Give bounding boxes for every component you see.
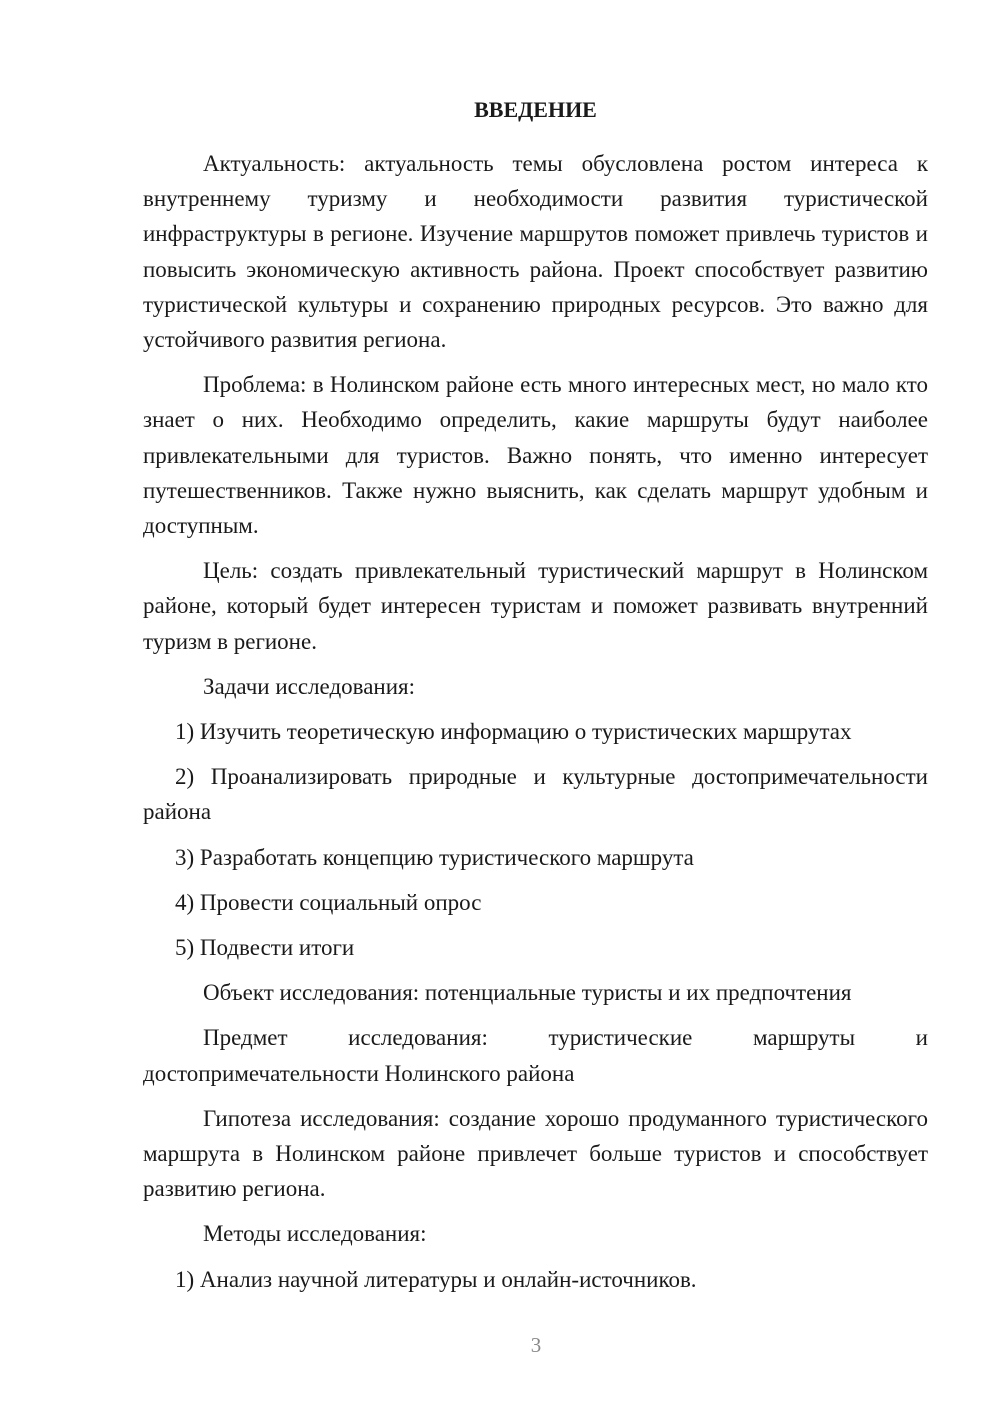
- tasks-heading: Задачи исследования:: [203, 673, 416, 699]
- problem-paragraph: Проблема: в Нолинском районе есть много интересных мест, но мало кто знает о них. Необходимо определить, какие маршруты будут наиболее привлекательными для туристов. Важно понять, что именно интересует путешественников. Также нужно выяснить, как сделать маршрут удобным и доступным.: [143, 372, 928, 539]
- relevance-paragraph: Актуальность: актуальность темы обусловлена ростом интереса к внутреннему туризму и необходимости развития туристической инфраструктуры в регионе. Изучение маршрутов поможет привлечь туристов и повысить экономическую активность района. Проект способствует развитию туристической культуры и сохранению природных ресурсов. Это важно для устойчивого развития региона.: [143, 151, 928, 353]
- object-paragraph: Объект исследования: потенциальные туристы и их предпочтения: [203, 980, 852, 1006]
- goal-paragraph: Цель: создать привлекательный туристический маршрут в Нолинском районе, который будет интересен туристам и поможет развивать внутренний туризм в регионе.: [143, 558, 928, 654]
- hypothesis-paragraph: Гипотеза исследования: создание хорошо продуманного туристического маршрута в Нолинском районе привлечет больше туристов и способствует развитию региона.: [143, 1105, 928, 1202]
- document-page: [143, 92, 928, 1307]
- section-title: ВВЕДЕНИЕ: [474, 97, 597, 122]
- task-item-5: 5) Подвести итоги: [175, 935, 355, 961]
- methods-heading: Методы исследования:: [203, 1221, 427, 1247]
- task-item-2: 2) Проанализировать природные и культурные достопримечательности района: [143, 764, 928, 825]
- task-item-4: 4) Провести социальный опрос: [175, 889, 482, 915]
- task-item-1: 1) Изучить теоретическую информацию о туристических маршрутах: [175, 719, 852, 745]
- method-item-1: 1) Анализ научной литературы и онлайн-источников.: [175, 1266, 697, 1292]
- page-number: 3: [530, 1333, 542, 1357]
- subject-paragraph: Предмет исследования: туристические маршруты и достопримечательности Нолинского района: [143, 1025, 928, 1086]
- task-item-3: 3) Разработать концепцию туристического маршрута: [175, 844, 694, 870]
